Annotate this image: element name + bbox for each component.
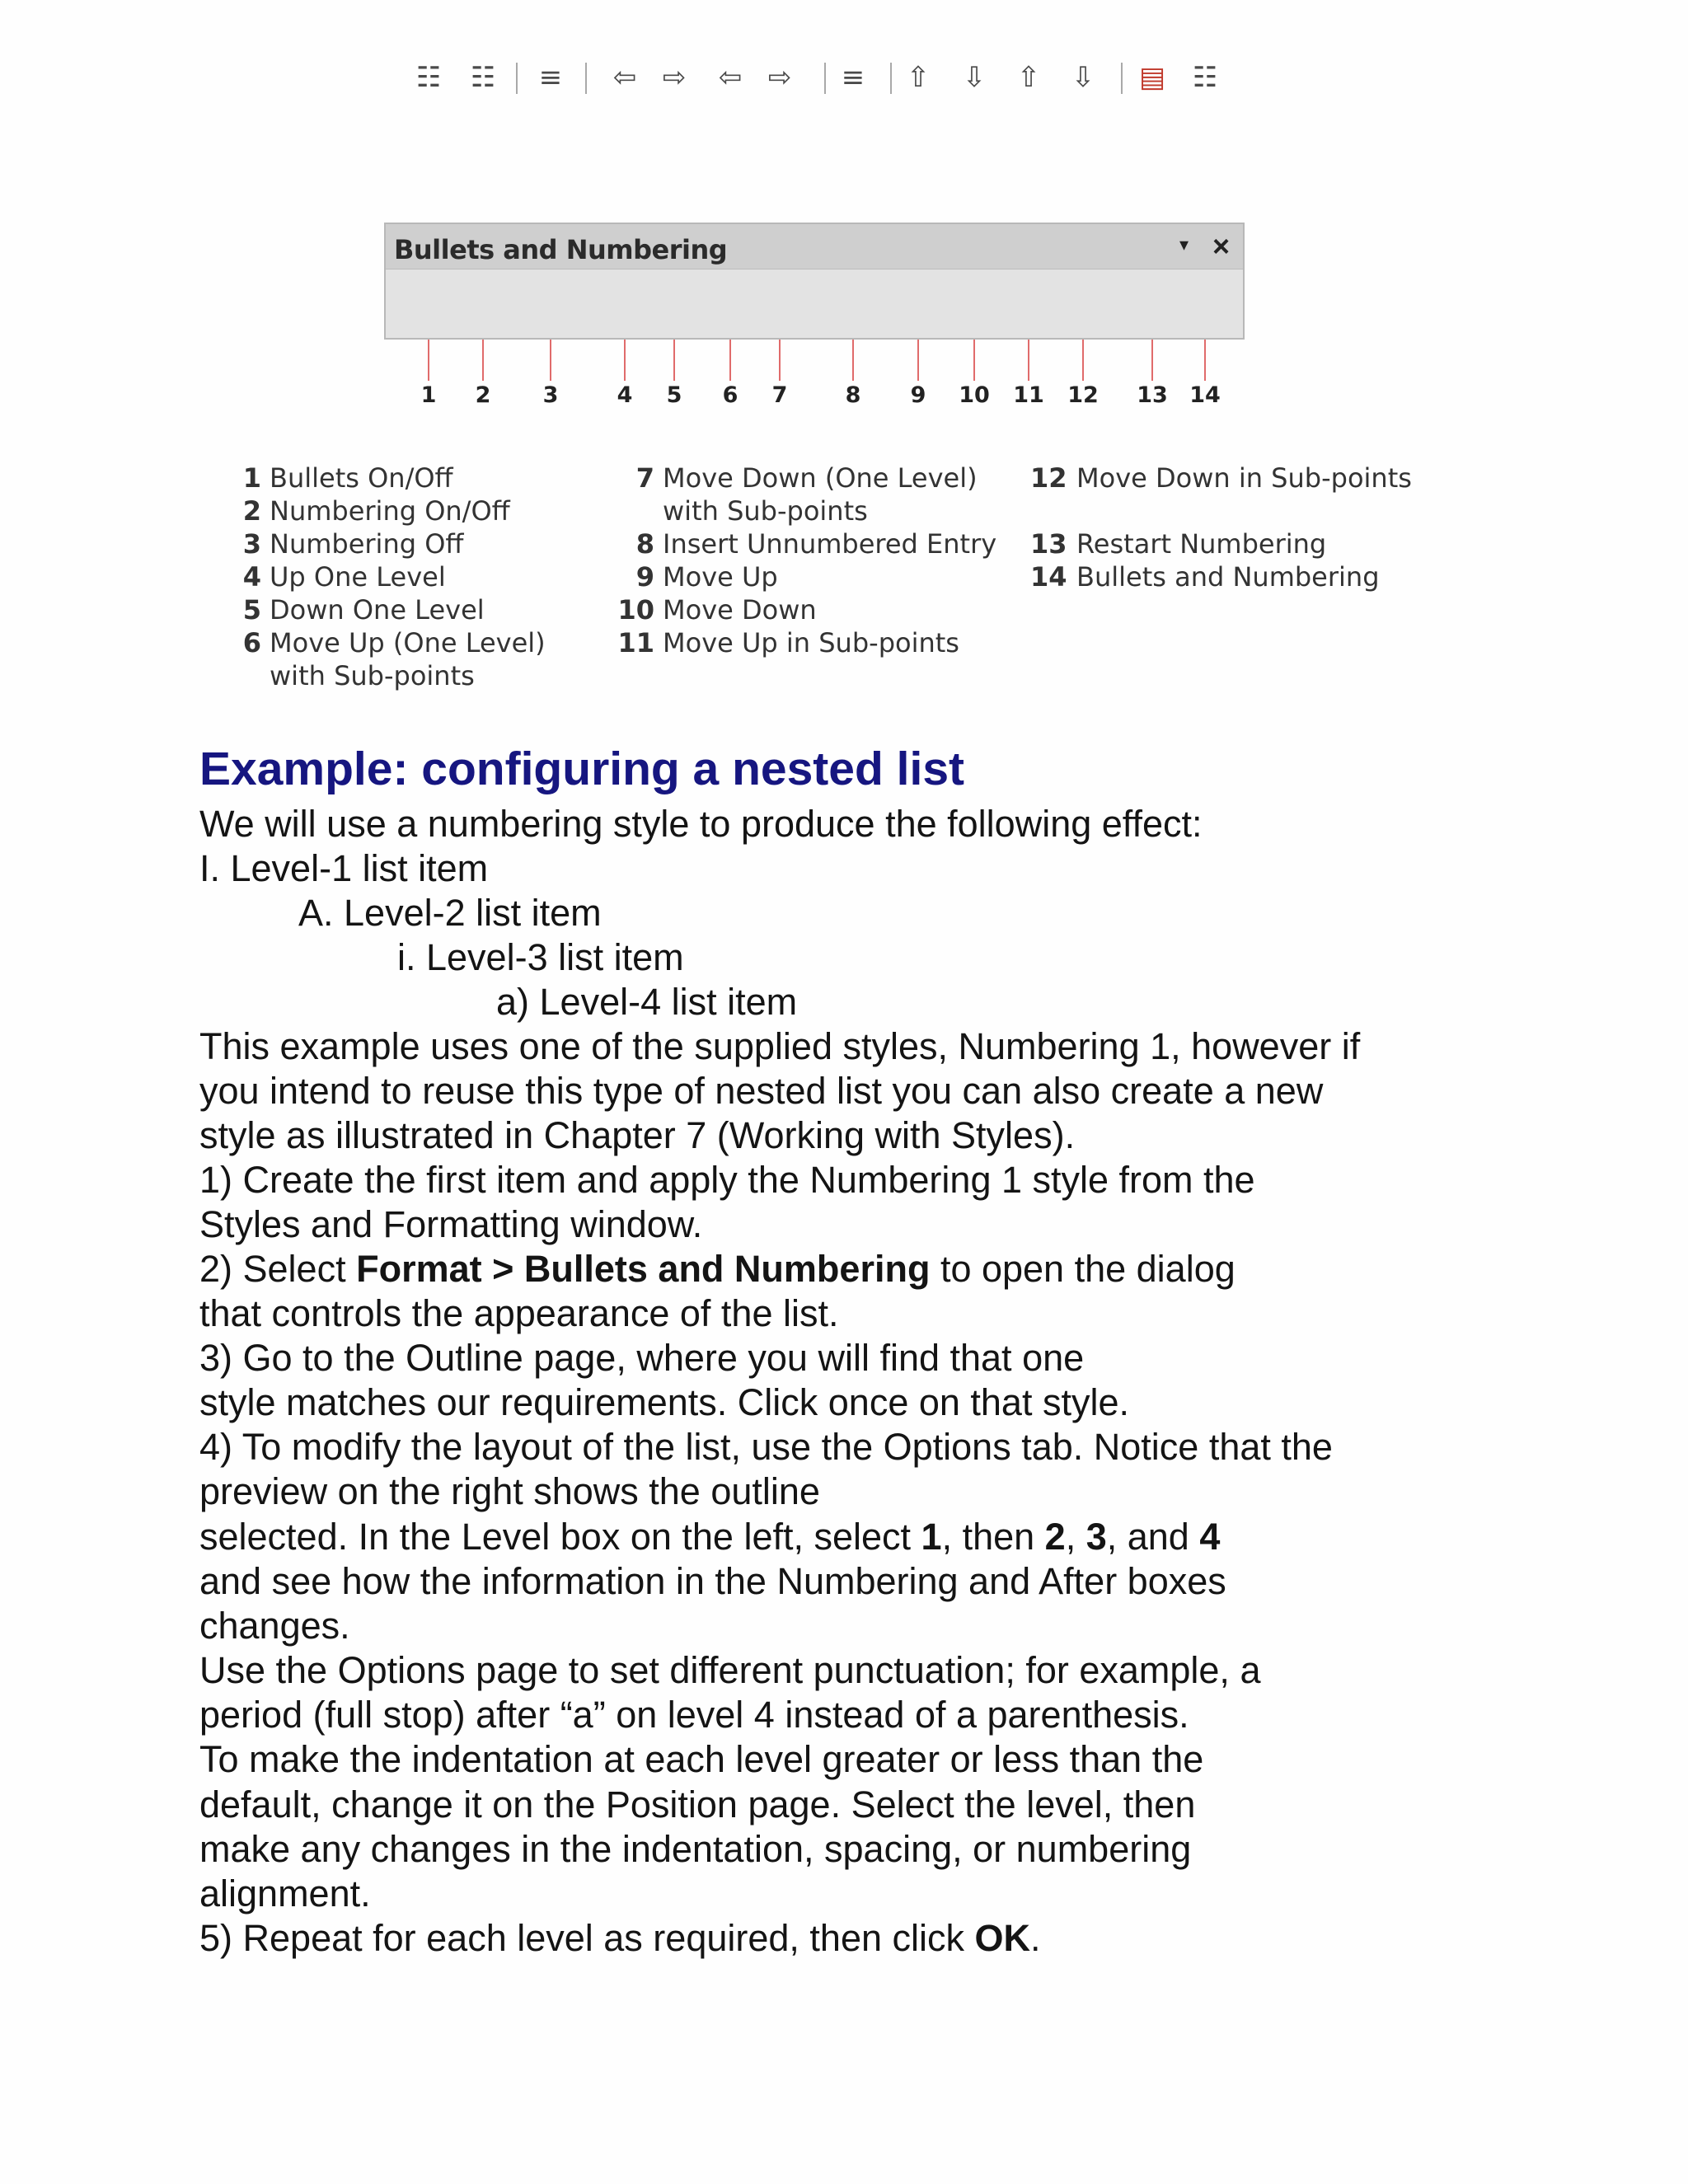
callout-line xyxy=(1028,340,1029,381)
callout-line xyxy=(1082,340,1084,381)
legend-item: 12 Move Down in Sub-points xyxy=(1030,462,1412,494)
legend-item: 5 Down One Level xyxy=(242,594,485,626)
move-up-icon[interactable]: ⇧ xyxy=(906,61,931,94)
options-paragraph-line: period (full stop) after “a” on level 4 instead of a parenthesis. xyxy=(199,1694,1189,1736)
step-2-line: that controls the appearance of the list. xyxy=(199,1292,839,1334)
callout-number: 10 xyxy=(959,382,990,408)
legend-item: 8 Insert Unnumbered Entry xyxy=(635,528,997,560)
indent-paragraph-line: default, change it on the Position page. Select the level, then xyxy=(199,1783,1196,1825)
callout-line xyxy=(917,340,919,381)
numbering-off-icon[interactable]: ≡ xyxy=(538,61,563,94)
legend-item: 4 Up One Level xyxy=(242,561,446,593)
step-5-line: 5) Repeat for each level as required, then click OK. xyxy=(199,1917,1041,1959)
callout-line xyxy=(1204,340,1206,381)
bullets-and-numbering-dialog-icon[interactable]: ☷ xyxy=(1192,61,1218,94)
legend-item: 13 Restart Numbering xyxy=(1030,528,1327,560)
callout-number: 5 xyxy=(666,382,682,408)
toolbar-separator xyxy=(1121,63,1123,94)
up-one-level-icon[interactable]: ⇦ xyxy=(612,61,637,94)
step-1-line: 1) Create the first item and apply the Numbering 1 style from the xyxy=(199,1159,1255,1201)
section-heading: Example: configuring a nested list xyxy=(199,743,965,795)
insert-unnumbered-entry-icon[interactable]: ≡ xyxy=(841,61,865,94)
legend-item: 3 Numbering Off xyxy=(242,528,464,560)
callout-number: 2 xyxy=(475,382,491,408)
toolbar-separator xyxy=(585,63,587,94)
legend-item: 6 Move Up (One Level) with Sub-points xyxy=(242,627,546,691)
toolbar-title: Bullets and Numbering xyxy=(394,234,728,265)
down-one-level-icon[interactable]: ⇨ xyxy=(662,61,687,94)
step-4-line: and see how the information in the Numbering and After boxes xyxy=(199,1560,1226,1602)
indent-paragraph-line: make any changes in the indentation, spacing, or numbering xyxy=(199,1828,1192,1870)
move-down-in-subpoints-icon[interactable]: ⇩ xyxy=(1071,61,1095,94)
move-up-one-level-with-subpoints-icon[interactable]: ⇦ xyxy=(718,61,743,94)
callout-line xyxy=(779,340,781,381)
callout-line xyxy=(973,340,975,381)
legend-item: 1 Bullets On/Off xyxy=(242,462,453,494)
move-down-one-level-with-subpoints-icon[interactable]: ⇨ xyxy=(767,61,792,94)
intro-text: We will use a numbering style to produce the following effect: xyxy=(199,803,1203,845)
legend-item: 10 Move Down xyxy=(617,594,817,626)
step-4-line: preview on the right shows the outline xyxy=(199,1470,820,1512)
callout-number: 13 xyxy=(1137,382,1168,408)
toolbar-separator xyxy=(516,63,518,94)
restart-numbering-icon[interactable]: ▤ xyxy=(1138,61,1166,94)
step-2-line: 2) Select Format > Bullets and Numbering to open the dialog xyxy=(199,1248,1236,1290)
callout-line xyxy=(482,340,484,381)
callout-number: 8 xyxy=(845,382,861,408)
toolbar-separator xyxy=(890,63,892,94)
legend-item: 14 Bullets and Numbering xyxy=(1030,561,1380,593)
bullets-and-numbering-toolbar xyxy=(384,223,1245,340)
callout-line xyxy=(550,340,551,381)
callout-line xyxy=(729,340,731,381)
legend-item: 11 Move Up in Sub-points xyxy=(617,627,959,658)
callout-line xyxy=(852,340,854,381)
chevron-down-icon[interactable]: ▾ xyxy=(1179,234,1189,255)
legend-item: 7 Move Down (One Level) with Sub-points xyxy=(635,462,978,527)
callout-line xyxy=(673,340,675,381)
legend-item: 2 Numbering On/Off xyxy=(242,495,510,527)
legend-column-1 xyxy=(240,462,586,692)
step-1-line: Styles and Formatting window. xyxy=(199,1203,703,1245)
legend-column-3 xyxy=(1030,462,1459,593)
step-3-line: style matches our requirements. Click once on that style. xyxy=(199,1381,1129,1423)
bullets-toggle-icon[interactable]: ☷ xyxy=(415,61,442,94)
toolbar-separator xyxy=(824,63,826,94)
step-4-line: changes. xyxy=(199,1605,350,1647)
paragraph-line: This example uses one of the supplied styles, Numbering 1, however if xyxy=(199,1025,1361,1067)
callout-number: 12 xyxy=(1067,382,1099,408)
callout-number: 9 xyxy=(910,382,926,408)
list-level-4: a) Level-4 list item xyxy=(496,981,798,1023)
paragraph-line: style as illustrated in Chapter 7 (Working with Styles). xyxy=(199,1114,1076,1156)
step-4-line: selected. In the Level box on the left, select 1, then 2, 3, and 4 xyxy=(199,1516,1221,1558)
toolbar-titlebar xyxy=(386,224,1243,269)
callout-line xyxy=(428,340,429,381)
callout-line xyxy=(1151,340,1153,381)
indent-paragraph-line: alignment. xyxy=(199,1872,371,1915)
callout-line xyxy=(624,340,626,381)
close-icon[interactable]: × xyxy=(1212,229,1230,263)
list-level-2: A. Level-2 list item xyxy=(298,892,602,934)
callout-number: 6 xyxy=(722,382,738,408)
legend-item: 9 Move Up xyxy=(635,561,778,593)
paragraph-line: you intend to reuse this type of nested list you can also create a new xyxy=(199,1070,1324,1112)
callout-number: 4 xyxy=(617,382,633,408)
move-down-icon[interactable]: ⇩ xyxy=(962,61,987,94)
move-up-in-subpoints-icon[interactable]: ⇧ xyxy=(1016,61,1041,94)
options-paragraph-line: Use the Options page to set different punctuation; for example, a xyxy=(199,1649,1261,1691)
callout-number: 7 xyxy=(771,382,788,408)
callout-number: 3 xyxy=(542,382,559,408)
callout-number: 1 xyxy=(420,382,437,408)
callout-number: 14 xyxy=(1189,382,1221,408)
list-level-3: i. Level-3 list item xyxy=(397,936,684,978)
step-3-line: 3) Go to the Outline page, where you will find that one xyxy=(199,1337,1085,1379)
list-level-1: I. Level-1 list item xyxy=(199,847,489,889)
callout-number: 11 xyxy=(1013,382,1044,408)
numbering-toggle-icon[interactable]: ☷ xyxy=(470,61,496,94)
indent-paragraph-line: To make the indentation at each level greater or less than the xyxy=(199,1738,1204,1780)
legend-column-2 xyxy=(617,462,1020,659)
step-4-line: 4) To modify the layout of the list, use the Options tab. Notice that the xyxy=(199,1426,1333,1468)
